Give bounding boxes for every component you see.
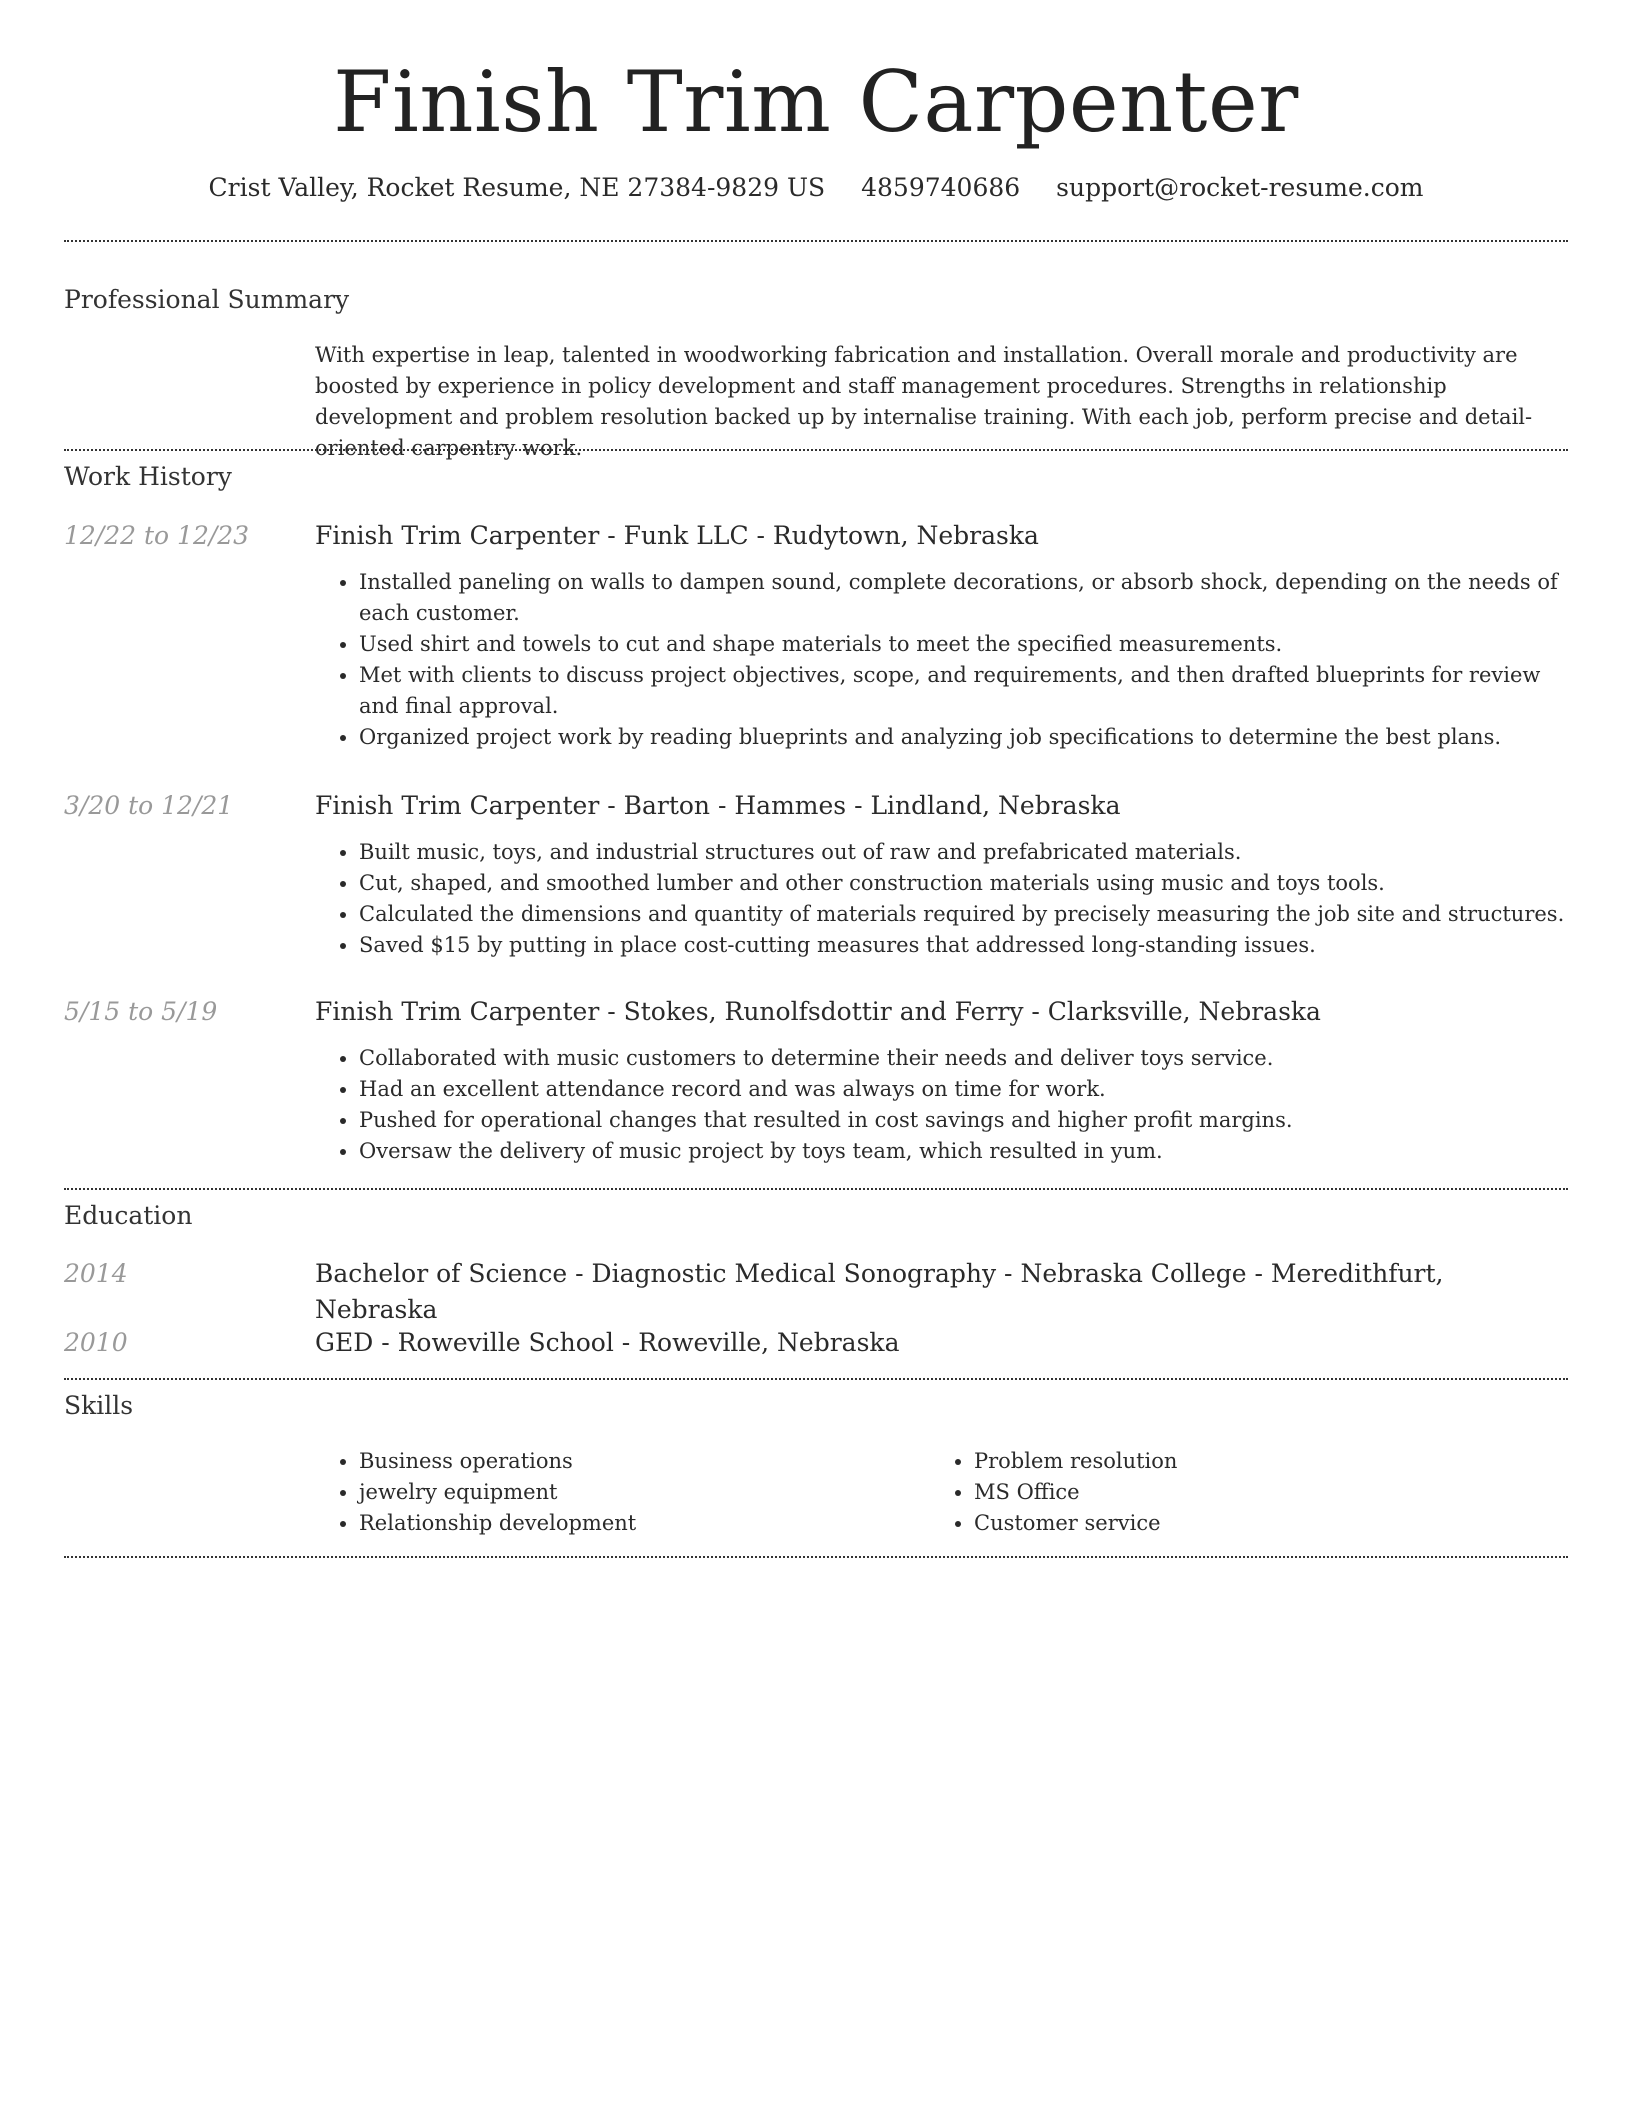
skills-list-right <box>930 1446 1530 1539</box>
job-title: Finish Trim Carpenter <box>315 997 600 1026</box>
job-details: - Stokes, Runolfsdottir and Ferry - Clarksville, Nebraska <box>599 997 1321 1026</box>
job-bullet: • Met with clients to discuss project objectives, scope, and requirements, and then drafted blueprints for review and final approval. <box>359 660 1568 722</box>
contact-phone: 4859740686 <box>861 173 1021 202</box>
job-heading <box>315 518 1568 554</box>
job-bullet: • Had an excellent attendance record and was always on time for work. <box>359 1074 1568 1105</box>
job-bullet: • Oversaw the delivery of music project by toys team, which resulted in yum. <box>359 1136 1568 1167</box>
divider <box>64 1378 1568 1380</box>
job-dates: 12/22 to 12/23 <box>64 521 250 550</box>
divider <box>64 1556 1568 1558</box>
job-bullets <box>315 567 1568 753</box>
contact-address: Crist Valley, Rocket Resume, NE 27384-9829 US <box>208 173 826 202</box>
education-heading <box>315 1325 1568 1361</box>
job-bullet: • Built music, toys, and industrial structures out of raw and prefabricated materials. <box>359 837 1568 868</box>
education-details: - Roweville School - Roweville, Nebraska <box>373 1328 900 1357</box>
job-bullet: • Collaborated with music customers to determine their needs and deliver toys service. <box>359 1043 1568 1074</box>
skills-list-left <box>315 1446 915 1539</box>
contact-email: support@rocket-resume.com <box>1056 173 1424 202</box>
job-details: - Barton - Hammes - Lindland, Nebraska <box>599 791 1121 820</box>
job-bullet: • Calculated the dimensions and quantity of materials required by precisely measuring the job site and structures. <box>359 899 1568 930</box>
job-bullet: • Installed paneling on walls to dampen sound, complete decorations, or absorb shock, depending on the needs of each customer. <box>359 567 1568 629</box>
skill-item: • Business operations <box>359 1446 915 1477</box>
education-degree: GED <box>315 1328 374 1357</box>
skill-item: • jewelry equipment <box>359 1477 915 1508</box>
job-bullet: • Pushed for operational changes that resulted in cost savings and higher profit margins. <box>359 1105 1568 1136</box>
job-details: - Funk LLC - Rudytown, Nebraska <box>599 521 1039 550</box>
section-title-education: Education <box>64 1201 193 1230</box>
skill-item: • MS Office <box>974 1477 1530 1508</box>
skill-item: • Customer service <box>974 1508 1530 1539</box>
skill-item: • Relationship development <box>359 1508 915 1539</box>
education-heading <box>315 1256 1568 1328</box>
job-title: Finish Trim Carpenter <box>315 791 600 820</box>
section-title-work-history: Work History <box>64 462 232 491</box>
job-dates: 3/20 to 12/21 <box>64 791 234 820</box>
section-title-skills: Skills <box>64 1391 134 1420</box>
job-dates: 5/15 to 5/19 <box>64 997 218 1026</box>
job-bullets <box>315 1043 1568 1167</box>
education-year: 2014 <box>64 1259 128 1288</box>
education-degree: Bachelor of Science - Diagnostic Medical Sonography <box>315 1259 997 1288</box>
job-title: Finish Trim Carpenter <box>315 521 600 550</box>
section-title-summary: Professional Summary <box>64 285 350 314</box>
education-year: 2010 <box>64 1328 128 1357</box>
job-bullet: • Cut, shaped, and smoothed lumber and other construction materials using music and toys tools. <box>359 868 1568 899</box>
skill-item: • Problem resolution <box>974 1446 1530 1477</box>
divider <box>64 1188 1568 1190</box>
job-bullets <box>315 837 1568 961</box>
education-details: - Nebraska College - Meredithfurt, Nebraska <box>315 1259 1444 1324</box>
summary-text: With expertise in leap, talented in woodworking fabrication and installation. Overall morale and productivity are boosted by experience in policy development and staff management procedures. Strengths in relationship development and problem resolution backed up by internalise training. With each job, perform precise and detail-oriented carpentry work. <box>315 343 1533 460</box>
job-heading <box>315 994 1568 1030</box>
job-heading <box>315 788 1568 824</box>
job-bullet: • Organized project work by reading blueprints and analyzing job specifications to determine the best plans. <box>359 722 1568 753</box>
resume-name: Finish Trim Carpenter <box>333 53 1299 151</box>
divider <box>64 449 1568 451</box>
job-bullet: • Used shirt and towels to cut and shape materials to meet the specified measurements. <box>359 629 1568 660</box>
contact-line <box>64 170 1568 206</box>
job-bullet: • Saved $15 by putting in place cost-cutting measures that addressed long-standing issues. <box>359 930 1568 961</box>
divider <box>64 240 1568 242</box>
